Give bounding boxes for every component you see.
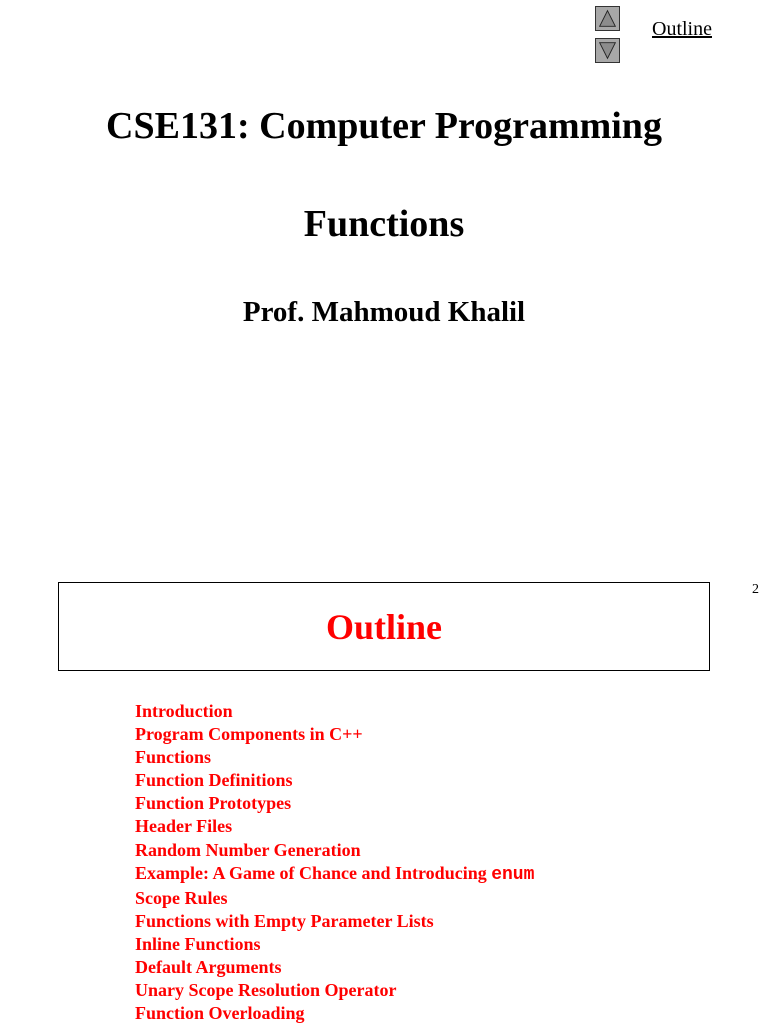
- course-title: CSE131: Computer Programming: [106, 105, 662, 147]
- nav-down-button[interactable]: [595, 38, 620, 63]
- outline-item: Program Components in C++: [135, 724, 363, 745]
- page-number: 2: [752, 582, 759, 597]
- outline-item: Function Prototypes: [135, 793, 292, 814]
- outline-heading: Outline: [325, 606, 442, 647]
- outline-item: Header Files: [135, 816, 233, 837]
- outline-item: Default Arguments: [135, 957, 282, 978]
- outline-item: Inline Functions: [135, 933, 261, 954]
- triangle-up-icon: [596, 7, 619, 30]
- outline-item: Random Number Generation: [135, 839, 361, 860]
- outline-item: Functions with Empty Parameter Lists: [135, 910, 434, 931]
- outline-item-text: Example: A Game of Chance and Introducing: [135, 862, 492, 883]
- outline-item: [135, 862, 534, 887]
- outline-item: Functions: [135, 747, 212, 768]
- outline-item: Unary Scope Resolution Operator: [135, 980, 397, 1001]
- nav-up-button[interactable]: [595, 6, 620, 31]
- outline-item-code: enum: [491, 864, 535, 885]
- outline-item: Function Overloading: [135, 1003, 305, 1024]
- outline-item: Function Definitions: [135, 770, 293, 791]
- outline-item: Introduction: [135, 701, 233, 721]
- outline-link[interactable]: Outline: [652, 18, 712, 40]
- outline-item: Scope Rules: [135, 887, 228, 908]
- author-name: Prof. Mahmoud Khalil: [242, 296, 526, 328]
- topic-title: Functions: [303, 203, 465, 245]
- triangle-down-icon: [596, 39, 619, 62]
- outline-heading-box: [58, 582, 710, 671]
- outline-list: [135, 700, 534, 1025]
